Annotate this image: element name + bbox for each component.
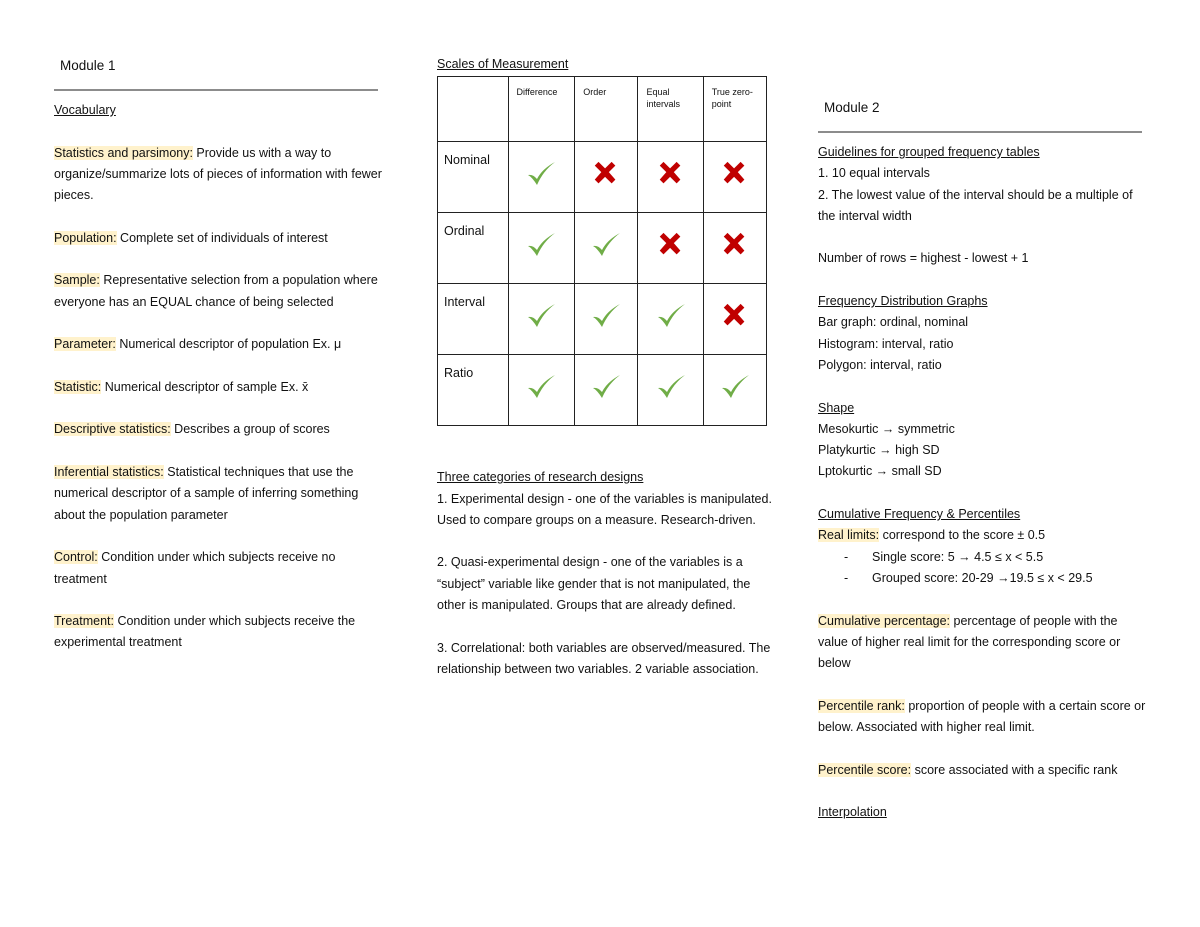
scales-row-interval: [438, 284, 767, 355]
check-cell: [638, 355, 703, 426]
check-cell: [508, 284, 575, 355]
shape-item: Lptokurtic → small SD: [818, 464, 942, 479]
check-cell: [508, 142, 575, 213]
term-label: Population:: [54, 230, 117, 245]
checkmark-icon: [590, 230, 622, 260]
module1-title: Module 1: [60, 58, 116, 73]
cross-icon: [720, 230, 750, 260]
real-limit-text: Single score: 5 → 4.5 ≤ x < 5.5: [872, 549, 1044, 564]
shape-item: Platykurtic → high SD: [818, 443, 940, 458]
scales-corner-cell: [438, 77, 509, 142]
guidelines-heading: Guidelines for grouped frequency tables: [818, 145, 1040, 159]
cross-cell: [703, 213, 766, 284]
col-true-zero-point: True zero-point: [703, 77, 766, 142]
scales-row-ratio: [438, 355, 767, 426]
checkmark-icon: [525, 159, 557, 189]
module1-column: [54, 54, 384, 654]
bullet-dash: -: [844, 570, 849, 585]
term-definition: Describes a group of scores: [170, 422, 330, 437]
term-statistic: [54, 377, 384, 398]
scales-row-nominal: [438, 142, 767, 213]
term-label: Statistics and parsimony:: [54, 145, 193, 160]
term-definition: Representative selection from a population where everyone has an EQUAL chance of being selected: [54, 273, 378, 309]
vocabulary-heading: Vocabulary: [54, 103, 116, 117]
cross-cell: [638, 142, 703, 213]
module2-column: [818, 96, 1148, 824]
graph-item: Histogram: interval, ratio: [818, 336, 954, 351]
cross-icon: [720, 301, 750, 331]
term-definition: score associated with a specific rank: [911, 762, 1118, 777]
graph-item: Bar graph: ordinal, nominal: [818, 315, 969, 330]
rows-formula: Number of rows = highest - lowest + 1: [818, 251, 1029, 266]
col-difference: Difference: [508, 77, 575, 142]
term-label: Percentile score:: [818, 762, 912, 777]
term-definition: Complete set of individuals of interest: [116, 230, 328, 245]
bullet-dash: -: [844, 549, 849, 564]
term-definition: Condition under which subjects receive the experimental treatment: [54, 614, 356, 650]
research-design-quasi: 2. Quasi-experimental design - one of the variables is a “subject” variable like gender that is not manipulated, the other is manipulated. Groups that are already defined.: [437, 555, 751, 613]
row-label-nominal: Nominal: [438, 142, 509, 213]
guideline-item: 2. The lowest value of the interval should be a multiple of the interval width: [818, 187, 1133, 223]
term-control: [54, 547, 384, 590]
term-definition: percentage of people with the value of higher real limit for the corresponding score or below: [818, 613, 1121, 671]
guideline-item: 1. 10 equal intervals: [818, 166, 930, 181]
check-cell: [703, 355, 766, 426]
checkmark-icon: [655, 372, 687, 402]
shape-heading: Shape: [818, 400, 855, 415]
scales-row-ordinal: [438, 213, 767, 284]
term-sample: [54, 270, 384, 313]
term-label: Control:: [54, 550, 98, 565]
scales-table: [437, 76, 767, 426]
term-real-limits: [818, 525, 1148, 546]
cross-cell: [703, 142, 766, 213]
checkmark-icon: [590, 301, 622, 331]
term-population: [54, 228, 384, 249]
term-inferential-statistics: [54, 462, 384, 526]
shape-item: Mesokurtic → symmetric: [818, 421, 955, 436]
scales-header-row: [438, 77, 767, 142]
cross-icon: [656, 230, 686, 260]
cross-icon: [720, 159, 750, 189]
check-cell: [508, 213, 575, 284]
interpolation-heading: Interpolation: [818, 805, 887, 820]
check-cell: [575, 284, 638, 355]
cross-cell: [703, 284, 766, 355]
checkmark-icon: [525, 372, 557, 402]
check-cell: [508, 355, 575, 426]
term-definition: Provide us with a way to organize/summarize lots of pieces of information with fewer pieces.: [54, 145, 382, 203]
cross-icon: [656, 159, 686, 189]
checkmark-icon: [655, 301, 687, 331]
col-equal-intervals: Equal intervals: [638, 77, 703, 142]
row-label-interval: Interval: [438, 284, 509, 355]
real-limit-item: [818, 568, 1148, 589]
real-limit-text: Grouped score: 20-29 →19.5 ≤ x < 29.5: [872, 570, 1093, 585]
row-label-ratio: Ratio: [438, 355, 509, 426]
module2-title: Module 2: [824, 100, 880, 115]
term-label: Treatment:: [54, 614, 114, 629]
checkmark-icon: [525, 230, 557, 260]
research-design-correlational: 3. Correlational: both variables are observed/measured. The relationship between two variables. 2 variable association.: [437, 640, 771, 676]
term-descriptive-statistics: [54, 419, 384, 440]
term-label: Parameter:: [54, 337, 116, 352]
term-definition: Numerical descriptor of population Ex. μ: [115, 337, 342, 352]
check-cell: [638, 284, 703, 355]
graphs-heading: Frequency Distribution Graphs: [818, 294, 988, 309]
real-limit-item: [818, 547, 1148, 568]
check-cell: [575, 213, 638, 284]
col-order: Order: [575, 77, 638, 142]
research-design-experimental: 1. Experimental design - one of the variables is manipulated. Used to compare groups on a measure. Research-driven.: [437, 491, 772, 527]
scales-column: [437, 54, 777, 680]
term-label: Cumulative percentage:: [818, 613, 951, 628]
check-cell: [575, 355, 638, 426]
checkmark-icon: [719, 372, 751, 402]
term-cumulative-percentage: [818, 611, 1148, 675]
row-label-ordinal: Ordinal: [438, 213, 509, 284]
term-label: Real limits:: [818, 528, 880, 543]
term-label: Sample:: [54, 273, 100, 288]
term-definition: correspond to the score ± 0.5: [879, 528, 1046, 543]
term-parameter: [54, 334, 384, 355]
scales-title: Scales of Measurement: [437, 57, 569, 71]
cross-cell: [638, 213, 703, 284]
term-label: Statistic:: [54, 379, 102, 394]
checkmark-icon: [525, 301, 557, 331]
term-label: Percentile rank:: [818, 698, 905, 713]
checkmark-icon: [590, 372, 622, 402]
term-percentile-rank: [818, 696, 1148, 739]
graph-item: Polygon: interval, ratio: [818, 357, 942, 372]
cumulative-heading: Cumulative Frequency & Percentiles: [818, 507, 1021, 522]
cross-cell: [575, 142, 638, 213]
term-label: Inferential statistics:: [54, 465, 164, 480]
term-definition: Statistical techniques that use the numerical descriptor of a sample of inferring something about the population parameter: [54, 465, 359, 522]
term-treatment: [54, 611, 384, 654]
term-definition: proportion of people with a certain score or below. Associated with higher real limit.: [818, 698, 1146, 735]
research-designs-heading: Three categories of research designs: [437, 470, 644, 485]
term-percentile-score: [818, 760, 1148, 781]
term-label: Descriptive statistics:: [54, 422, 171, 437]
term-statistics-parsimony: [54, 143, 384, 207]
term-definition: Numerical descriptor of sample Ex. x̄: [101, 379, 309, 394]
cross-icon: [591, 159, 621, 189]
term-definition: Condition under which subjects receive no treatment: [54, 550, 336, 586]
